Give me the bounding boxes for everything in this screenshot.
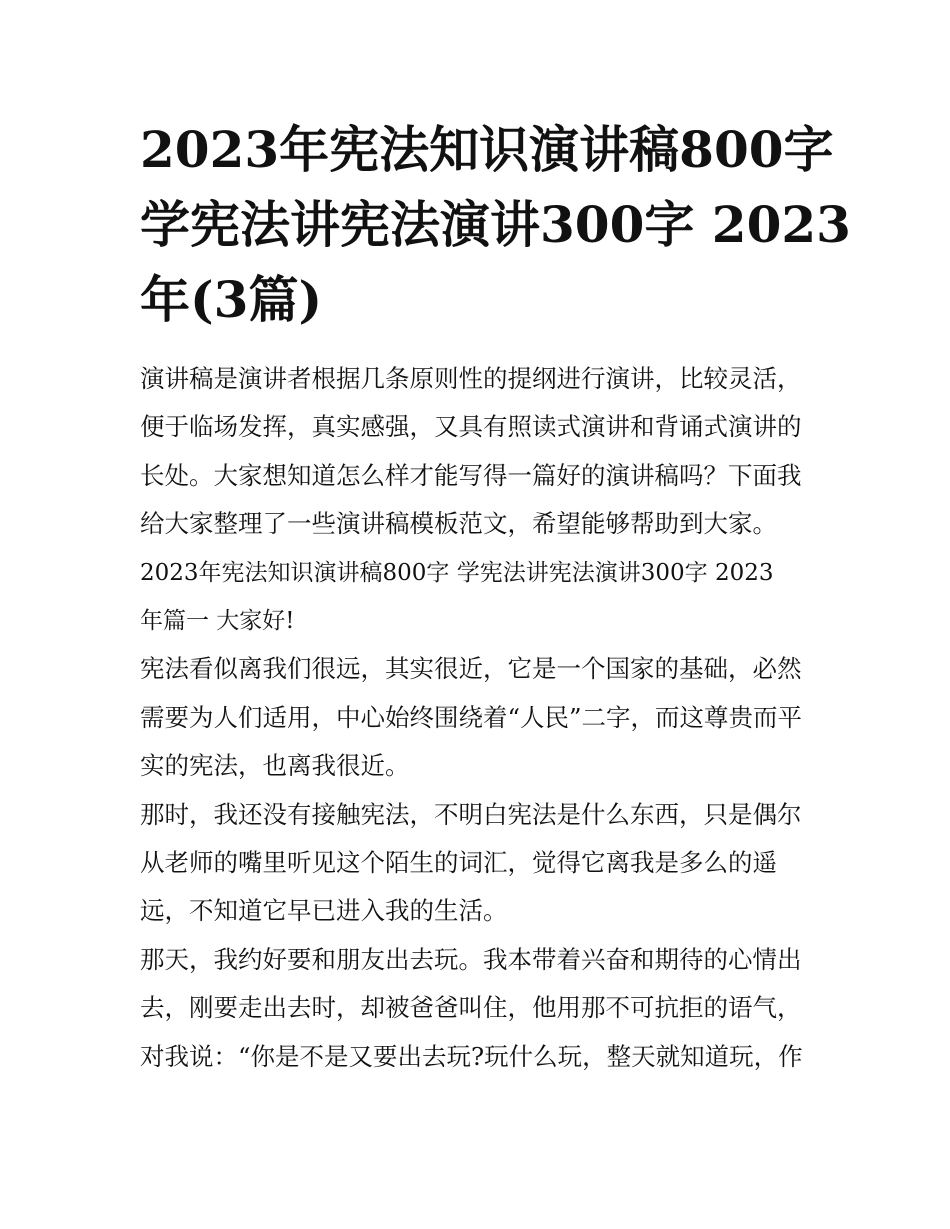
intro-paragraph: [140, 355, 820, 549]
text-line: 年篇一 大家好!: [140, 608, 295, 635]
text-line: 长处。大家想知道怎么样才能写得一篇好的演讲稿吗？下面我: [140, 460, 802, 490]
document-body: [140, 355, 820, 1081]
text-line: 那时，我还没有接触宪法，不明白宪法是什么东西，只是偶尔: [140, 799, 802, 829]
text-line: 实的宪法，也离我很近。: [140, 751, 410, 781]
text-line: 需要为人们适用，中心始终围绕着“人民”二字，而这尊贵而平: [140, 702, 803, 732]
text-line: 对我说：“你是不是又要出去玩?玩什么玩，整天就知道玩，作: [140, 1041, 803, 1071]
document-page: [140, 112, 851, 1081]
title-line: 学宪法讲宪法演讲300字 2023: [140, 195, 851, 254]
text-line: 宪法看似离我们很远，其实很近，它是一个国家的基础，必然: [140, 654, 802, 684]
title-line: 年(3篇): [140, 270, 323, 329]
text-line: 演讲稿是演讲者根据几条原则性的提纲进行演讲，比较灵活，: [140, 364, 802, 393]
text-line: 去，刚要走出去时，却被爸爸叫住，他用那不可抗拒的语气，: [140, 993, 802, 1023]
text-line: 远，不知道它早已进入我的生活。: [140, 896, 508, 926]
body-paragraph: [140, 645, 820, 790]
text-line: 从老师的嘴里听见这个陌生的词汇，觉得它离我是多么的遥: [140, 848, 777, 878]
text-line: 便于临场发挥，真实感强，又具有照读式演讲和背诵式演讲的: [140, 412, 802, 442]
text-line: 给大家整理了一些演讲稿模板范文，希望能够帮助到大家。: [140, 509, 777, 539]
text-line: 2023年宪法知识演讲稿800字 学宪法讲宪法演讲300字 2023: [140, 559, 774, 586]
document-title: [140, 112, 851, 337]
body-paragraph: [140, 791, 820, 936]
text-line: 那天，我约好要和朋友出去玩。我本带着兴奋和期待的心情出: [140, 944, 802, 974]
body-paragraph: [140, 936, 820, 1081]
title-line: 2023年宪法知识演讲稿800字: [140, 120, 834, 179]
section-heading: [140, 549, 820, 646]
